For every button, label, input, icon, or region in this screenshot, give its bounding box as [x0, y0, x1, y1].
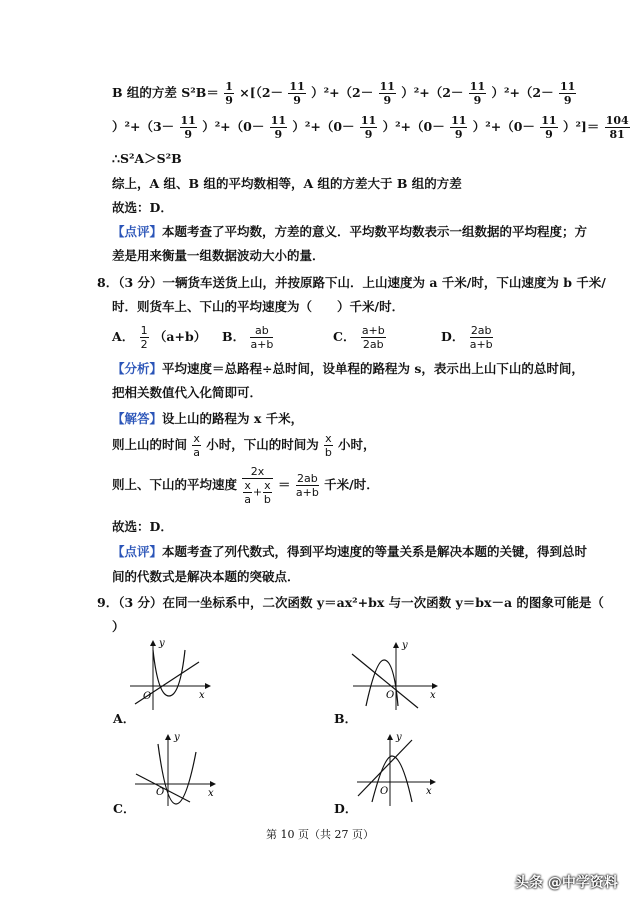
analysis-text: 平均速度＝总路程÷总时间，设单程的路程为 s，表示出上山下山的总时间，	[162, 361, 584, 376]
summary: 综上，A 组、B 组的平均数相等，A 组的方差大于 B 组的方差	[112, 176, 462, 191]
variance-line-1	[112, 80, 577, 107]
option-label: D．	[441, 329, 465, 344]
term: ）²+（2－	[311, 85, 374, 100]
option-label: B．	[222, 329, 246, 344]
fraction: $\frac{11}{9}$	[559, 80, 576, 107]
term: ×[（2－	[239, 85, 284, 100]
page-footer: 第 10 页（共 27 页）	[266, 828, 374, 841]
solution-text: 则上、下山的平均速度	[112, 477, 238, 492]
q8-option-c	[333, 324, 387, 351]
solution-text: 千米/时．	[324, 477, 379, 492]
x-label: x	[426, 786, 432, 797]
option-label: C．	[333, 329, 356, 344]
option-tail: （a+b）	[153, 329, 207, 344]
option-label: A．	[112, 329, 135, 344]
graph-c	[130, 732, 225, 807]
graph-c-label: C．	[113, 801, 136, 816]
term: ）²]＝	[562, 119, 600, 134]
solution-text: 则上山的时间	[112, 437, 188, 452]
q8-answer: 故选：D．	[112, 519, 173, 534]
solution-text: ＝	[277, 477, 291, 492]
fraction: $\frac{ab}{a+b}$	[250, 324, 274, 351]
q9-stem-line-2: ）	[112, 619, 125, 634]
q8-review-line-1	[112, 543, 587, 561]
fraction: $\frac{11}{9}$	[469, 80, 486, 107]
graph-d-label: D．	[334, 801, 358, 816]
x-axis-arrow	[430, 779, 436, 785]
y-axis-arrow	[393, 642, 399, 648]
origin-label: O	[156, 787, 165, 798]
y-label: y	[174, 732, 180, 743]
x-axis-arrow	[210, 781, 216, 787]
solution-text: 设上山的路程为 x 千米，	[162, 411, 304, 426]
graph-b-label: B．	[334, 711, 358, 726]
fraction: $\frac{2ab}{a+b}$	[469, 324, 493, 351]
fraction: $\frac{x}{a}$	[244, 479, 251, 506]
origin-label: O	[380, 786, 389, 797]
fraction: $\frac{11}{9}$	[541, 114, 557, 141]
result-fraction: $\frac{104}{81}$	[605, 114, 629, 141]
x-axis-arrow	[432, 683, 438, 689]
q8-option-d	[441, 324, 494, 351]
fraction: $\frac{11}{9}$	[451, 114, 467, 141]
q8-option-b	[222, 324, 274, 351]
parabola	[372, 756, 412, 802]
review-text: 本题考查了平均数，方差的意义．平均数平均数表示一组数据的平均程度；方	[162, 224, 588, 239]
term: ）²+（2－	[401, 85, 464, 100]
fraction: $\frac{1}{9}$	[225, 80, 233, 107]
line-graph	[352, 654, 418, 708]
q8-solution-line-3	[112, 465, 379, 506]
q8-option-a	[112, 324, 206, 351]
review-text: 本题考查了列代数式，得到平均速度的等量关系是解决本题的关键，得到总时	[162, 544, 588, 559]
y-label: y	[159, 638, 165, 649]
x-label: x	[208, 788, 214, 799]
q8-solution-line-1	[112, 410, 303, 428]
y-label: y	[396, 732, 402, 743]
term: ）²+（0－	[202, 119, 265, 134]
solution-text: 小时，	[338, 437, 376, 452]
q8-review-line-2: 间的代数式是解决本题的突破点．	[112, 569, 300, 584]
y-axis-arrow	[387, 734, 393, 740]
x-label: x	[199, 690, 205, 701]
conclusion: ∴S²A＞S²B	[112, 151, 182, 166]
origin-label: O	[143, 691, 152, 702]
watermark: 头条 @中学资料	[515, 875, 618, 891]
review-tag: 【点评】	[112, 224, 163, 239]
fraction: $\frac{a+b}{2ab}$	[361, 324, 385, 351]
fraction: $\frac{11}{9}$	[379, 80, 395, 107]
solution-tag: 【解答】	[112, 411, 163, 426]
fraction: $\frac{11}{9}$	[289, 80, 305, 107]
review-line-1	[112, 223, 587, 241]
fraction: $\frac{1}{2}$	[140, 324, 148, 351]
review-line-2: 差是用来衡量一组数据波动大小的量．	[112, 248, 325, 263]
review-tag: 【点评】	[112, 544, 163, 559]
q8-analysis-line-2: 把相关数值代入化简即可．	[112, 385, 263, 400]
y-label: y	[402, 640, 408, 651]
term: ）²+（0－	[382, 119, 445, 134]
graph-b	[348, 640, 443, 712]
origin-label: O	[386, 690, 395, 701]
term: ）²+（3－	[112, 119, 175, 134]
term: ）²+（0－	[292, 119, 355, 134]
q8-analysis-line-1	[112, 360, 584, 378]
y-axis-arrow	[150, 640, 156, 646]
graph-a-label: A．	[113, 711, 136, 726]
x-axis-arrow	[205, 683, 211, 689]
fraction: $\frac{x}{a}$	[193, 432, 200, 459]
answer-line: 故选：D．	[112, 200, 173, 215]
fraction: $\frac{2ab}{a+b}$	[295, 472, 319, 499]
fraction: $\frac{11}{9}$	[270, 114, 287, 141]
fraction: $\frac{11}{9}$	[180, 114, 196, 141]
solution-text: 小时，下山的时间为	[206, 437, 319, 452]
graph-d	[352, 732, 442, 807]
fraction: $\frac{11}{9}$	[360, 114, 377, 141]
term: ）²+（0－	[472, 119, 535, 134]
q8-solution-line-2	[112, 432, 376, 459]
q9-stem-line-1: 9．（3 分）在同一坐标系中，二次函数 y＝ax²+bx 与一次函数 y＝bx－a 的图象可能是（	[97, 595, 604, 610]
fraction: $\frac{x}{b}$	[263, 479, 271, 506]
x-label: x	[430, 690, 436, 701]
variance-line-2	[112, 114, 631, 141]
y-axis-arrow	[165, 734, 171, 740]
graph-a	[125, 638, 215, 713]
compound-fraction: 2x $\frac{x}{a}$ + $\frac{x}{b}$	[244, 465, 271, 506]
analysis-tag: 【分析】	[112, 361, 163, 376]
q8-stem-line-1: 8．（3 分）一辆货车送货上山，并按原路下山．上山速度为 a 千米/时，下山速度为 b 千米/	[97, 275, 606, 290]
variance-lead: B 组的方差 S²B＝	[112, 85, 219, 100]
term: ）²+（2－	[491, 85, 554, 100]
q8-stem-line-2: 时．则货车上、下山的平均速度为（ ）千米/时．	[112, 299, 405, 314]
fraction: $\frac{x}{b}$	[324, 432, 332, 459]
